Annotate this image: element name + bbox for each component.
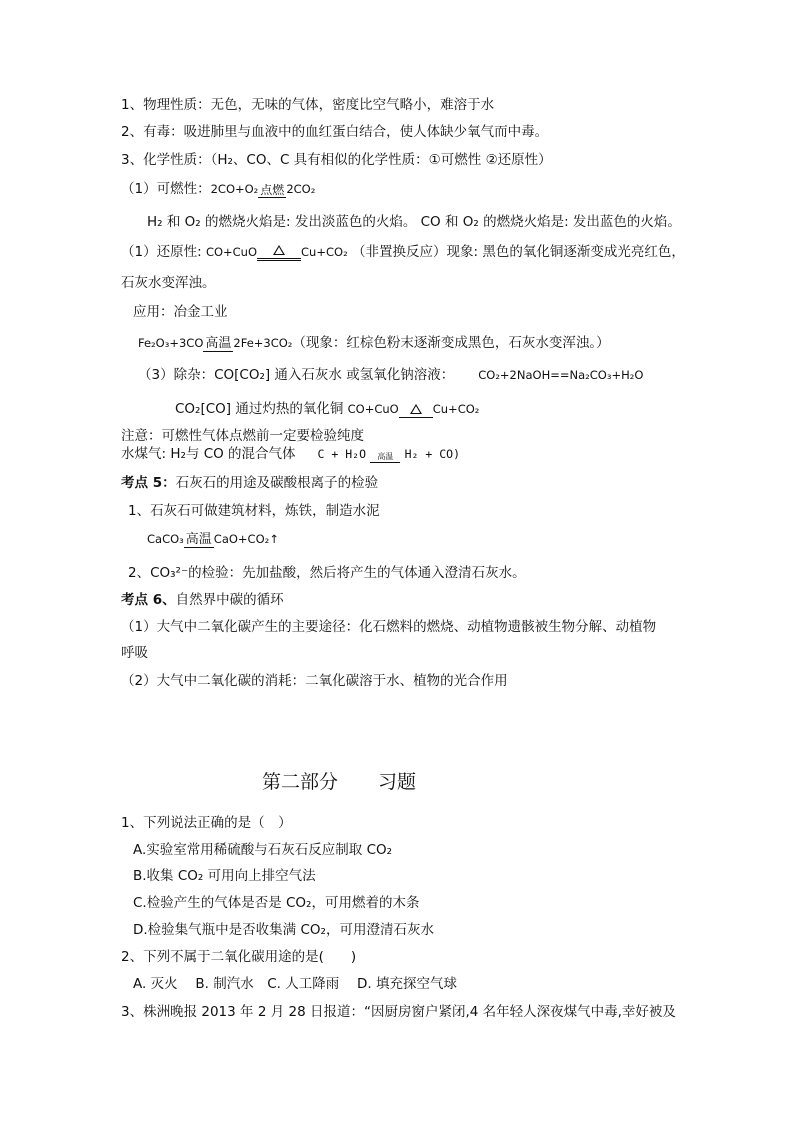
line-reducibility — [121, 243, 685, 261]
condition-text: 高温 — [185, 532, 212, 547]
phenomenon: （现象：红棕色粉末逐渐变成黑色，石灰水变浑浊。） — [292, 335, 610, 351]
arrow-line — [370, 462, 400, 463]
phenomenon: （非置换反应）现象: 黑色的氧化铜逐渐变成光亮红色， — [351, 244, 685, 260]
method: （3）除杂：CO[CO₂] 通入石灰水 或氢氧化钠溶液： — [138, 367, 455, 383]
equation-right: Cu+CO₂ — [301, 245, 348, 259]
line-impurity-removal — [138, 366, 643, 384]
arrow-line — [257, 258, 301, 261]
label: （1）还原性: — [121, 244, 206, 260]
line-impurity-removal-2 — [175, 400, 479, 418]
section-heading — [262, 770, 416, 794]
equation: CO₂+2NaOH==Na₂CO₃+H₂O — [478, 368, 644, 382]
section-name: 习题 — [378, 771, 417, 793]
line-chemical-property: 3、化学性质：（H₂、CO、C 具有相似的化学性质：①可燃性 ②还原性） — [121, 152, 552, 168]
condition-heat — [257, 245, 301, 261]
line-combustibility — [121, 180, 315, 198]
arrow-line — [399, 417, 433, 418]
condition-text: 高温 — [377, 452, 394, 461]
arrow-line — [203, 351, 233, 352]
line-note: 注意：可燃性气体点燃前一定要检验纯度 — [121, 428, 364, 444]
key-point-label: 考点 6、 — [121, 592, 176, 608]
question-1-option-a: A.实验室常用稀硫酸与石灰石反应制取 CO₂ — [133, 842, 393, 858]
line-flame-colors: H₂ 和 O₂ 的燃烧火焰是: 发出淡蓝色的火焰。 CO 和 O₂ 的燃烧火焰是: 发出蓝色的火焰。 — [147, 214, 681, 230]
method: CO₂[CO] 通过灼热的氧化铜 — [175, 401, 344, 417]
condition-text: 高温 — [205, 336, 232, 351]
line-physical-property: 1、物理性质：无色，无味的气体，密度比空气略小，难溶于水 — [121, 97, 495, 113]
condition-high-temp — [203, 338, 233, 352]
key-point-label: 考点 5： — [121, 475, 176, 491]
line-co2-sources: （1）大气中二氧化碳产生的主要途径：化石燃料的燃烧、动植物遗骸被生物分解、动植物 — [121, 619, 657, 635]
equation-left: C + H₂O — [317, 447, 367, 461]
equation-left: CO+CuO — [347, 402, 399, 416]
line-limewater: 石灰水变浑浊。 — [121, 275, 216, 291]
arrow-line — [258, 197, 286, 198]
condition-ignite — [258, 184, 286, 198]
question-2-options: A. 灭火 B. 制汽水 C. 人工降雨 D. 填充探空气球 — [133, 976, 457, 992]
label: （1）可燃性： — [121, 181, 211, 197]
line-water-gas — [121, 445, 460, 463]
line-limestone-decompose — [147, 530, 279, 548]
question-1-option-c: C.检验产生的气体是否是 CO₂，可用燃着的木条 — [133, 895, 420, 911]
condition-text: 点燃 — [260, 183, 285, 197]
question-1-option-d: D.检验集气瓶中是否收集满 CO₂，可用澄清石灰水 — [133, 922, 434, 938]
equation-right: H₂ + CO) — [404, 447, 460, 461]
question-1: 1、下列说法正确的是（ ） — [121, 815, 292, 831]
equation-left: 2CO+O₂ — [210, 182, 259, 196]
heat-triangle-icon — [257, 245, 301, 257]
condition-high-temp — [184, 534, 214, 548]
equation-left: CaCO₃ — [147, 532, 184, 546]
question-2: 2、下列不属于二氧化碳用途的是( ) — [121, 949, 357, 965]
equation-left: CO+CuO — [205, 245, 258, 259]
condition-high-temp — [370, 453, 400, 463]
key-point-title: 石灰石的用途及碳酸根离子的检验 — [175, 475, 379, 491]
arrow-line — [184, 547, 214, 548]
equation-left: Fe₂O₃+3CO — [138, 336, 204, 350]
line-limestone-use: 1、石灰石可做建筑材料，炼铁，制造水泥 — [128, 503, 380, 519]
line-iron-smelting — [138, 334, 610, 352]
line-application: 应用：冶金工业 — [133, 304, 228, 320]
line-co2-consumption: （2）大气中二氧化碳的消耗：二氧化碳溶于水、植物的光合作用 — [121, 673, 508, 689]
condition-heat — [399, 404, 433, 418]
equation-right: 2Fe+3CO₂ — [233, 336, 293, 350]
equation-right: CaO+CO₂↑ — [213, 532, 279, 546]
line-key-point-5 — [121, 474, 378, 492]
section-part: 第二部分 — [262, 771, 339, 793]
line-co2-sources-cont: 呼吸 — [121, 645, 148, 661]
line-key-point-6 — [121, 591, 284, 609]
equation-right: 2CO₂ — [286, 182, 316, 196]
description: 水煤气: H₂与 CO 的混合气体 — [121, 446, 296, 462]
line-carbonate-test: 2、CO₃²⁻的检验：先加盐酸，然后将产生的气体通入澄清石灰水。 — [128, 565, 526, 581]
question-3: 3、株洲晚报 2013 年 2 月 28 日报道：“因厨房窗户紧闭,4 名年轻人深夜煤气中毒,幸好被及 — [121, 1004, 676, 1020]
heat-triangle-icon — [399, 404, 433, 416]
key-point-title: 自然界中碳的循环 — [175, 592, 284, 608]
equation-right: Cu+CO₂ — [432, 402, 480, 416]
question-1-option-b: B.收集 CO₂ 可用向上排空气法 — [133, 868, 316, 884]
line-toxicity: 2、有毒：吸进肺里与血液中的血红蛋白结合，使人体缺少氧气而中毒。 — [121, 124, 549, 140]
